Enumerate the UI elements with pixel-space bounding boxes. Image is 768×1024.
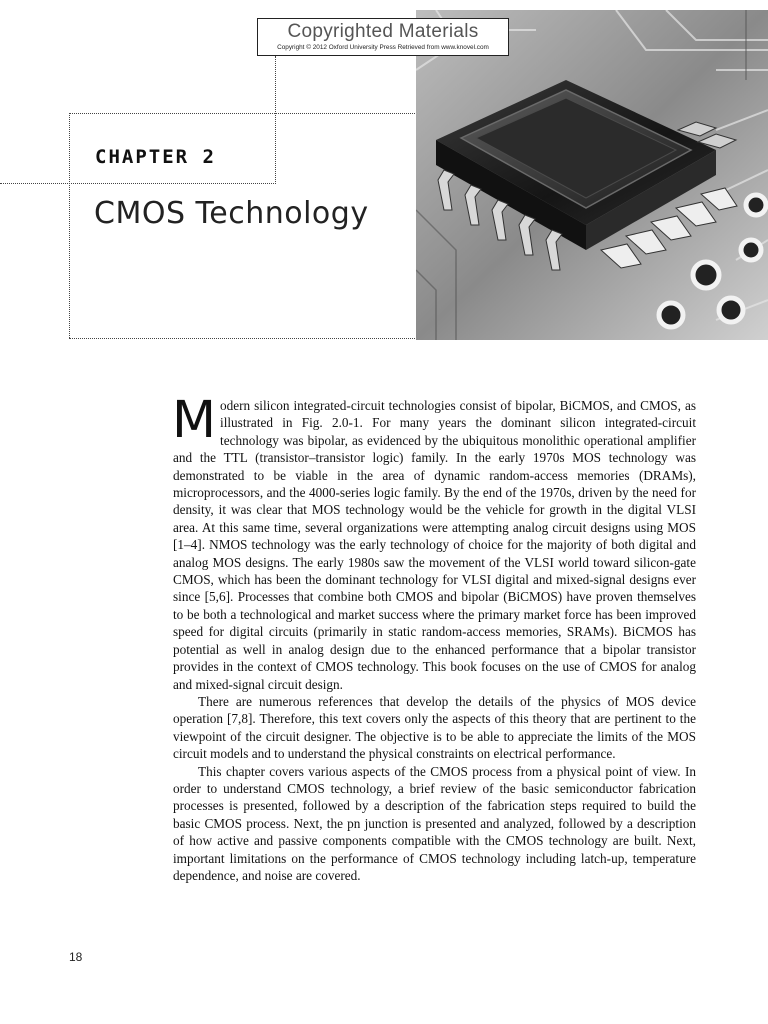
- page-number: 18: [69, 950, 83, 964]
- paragraph-1-text: odern silicon integrated-circuit technologies consist of bipolar, BiCMOS, and CMOS, as illustrated in Fig. 2.0-1. For many years the dominant silicon integrated-circuit technology was bipolar, as evidenced by the ubiquitous monolithic operational amplifier and the TTL (transistor–transistor logic) family. In the early 1970s MOS technology was demonstrated to be viable in the area of dynamic random-access memories (DRAMs), microprocessors, and the 4000-series logic family. By the end of the 1970s, driven by the need for density, it was clear that MOS technology would be the vehicle for growth in the digital VLSI area. At this same time, several organizations were attempting analog circuit designs using MOS [1–4]. NMOS technology was the early technology of choice for the majority of both digital and analog MOS designs. The early 1980s saw the movement of the VLSI world toward silicon-gate CMOS, which has been the dominant technology for VLSI digital and mixed-signal designs ever since [5,6]. Processes that combine both CMOS and bipolar (BiCMOS) have proven themselves to be both a technological and market success where the primary market force has been improved speed for digital circuits (primarily in static random-access memories, SRAMs). BiCMOS has potential as well in analog design due to the enhanced performance that a bipolar transistor provides in the context of CMOS technology. This book focuses on the use of CMOS for analog and mixed-signal circuit design.: [173, 398, 696, 692]
- microchip-illustration: [416, 10, 768, 340]
- frame-line-box-bottom: [69, 338, 417, 339]
- copyright-title: Copyrighted Materials: [287, 21, 479, 42]
- paragraph-3: This chapter covers various aspects of the CMOS process from a physical point of view. In order to understand CMOS technology, a brief review of the basic semiconductor fabrication processes is presented, followed by a description of the fabrication steps required to build the basic CMOS process. Next, the pn junction is presented and analyzed, followed by a description of how active and passive components compatible with the CMOS technology are built. Next, important limitations on the performance of CMOS technology including latch-up, temperature dependence, and noise are covered.: [173, 763, 696, 883]
- chapter-label: CHAPTER 2: [95, 146, 216, 168]
- drop-cap: M: [172, 391, 217, 450]
- paragraph-2: There are numerous references that develop the details of the physics of MOS device operation [7,8]. Therefore, this text covers only the aspects of this theory that are pertinent to the viewpoint of the circuit designer. The objective is to be able to appreciate the limits of the MOS circuit models and to understand the physical constraints on electrical performance.: [173, 693, 696, 762]
- frame-line-vertical-top: [275, 56, 276, 184]
- frame-line-box-left: [69, 113, 70, 338]
- chapter-body: [172, 391, 696, 884]
- copyright-notice: Copyright © 2012 Oxford University Press Retrieved from www.knovel.com: [277, 44, 489, 51]
- chapter-title: CMOS Technology: [94, 196, 369, 231]
- frame-line-box-top: [69, 113, 417, 114]
- frame-line-horizontal-mid: [0, 183, 276, 184]
- paragraph-1: [172, 391, 696, 693]
- copyright-banner: [257, 18, 509, 56]
